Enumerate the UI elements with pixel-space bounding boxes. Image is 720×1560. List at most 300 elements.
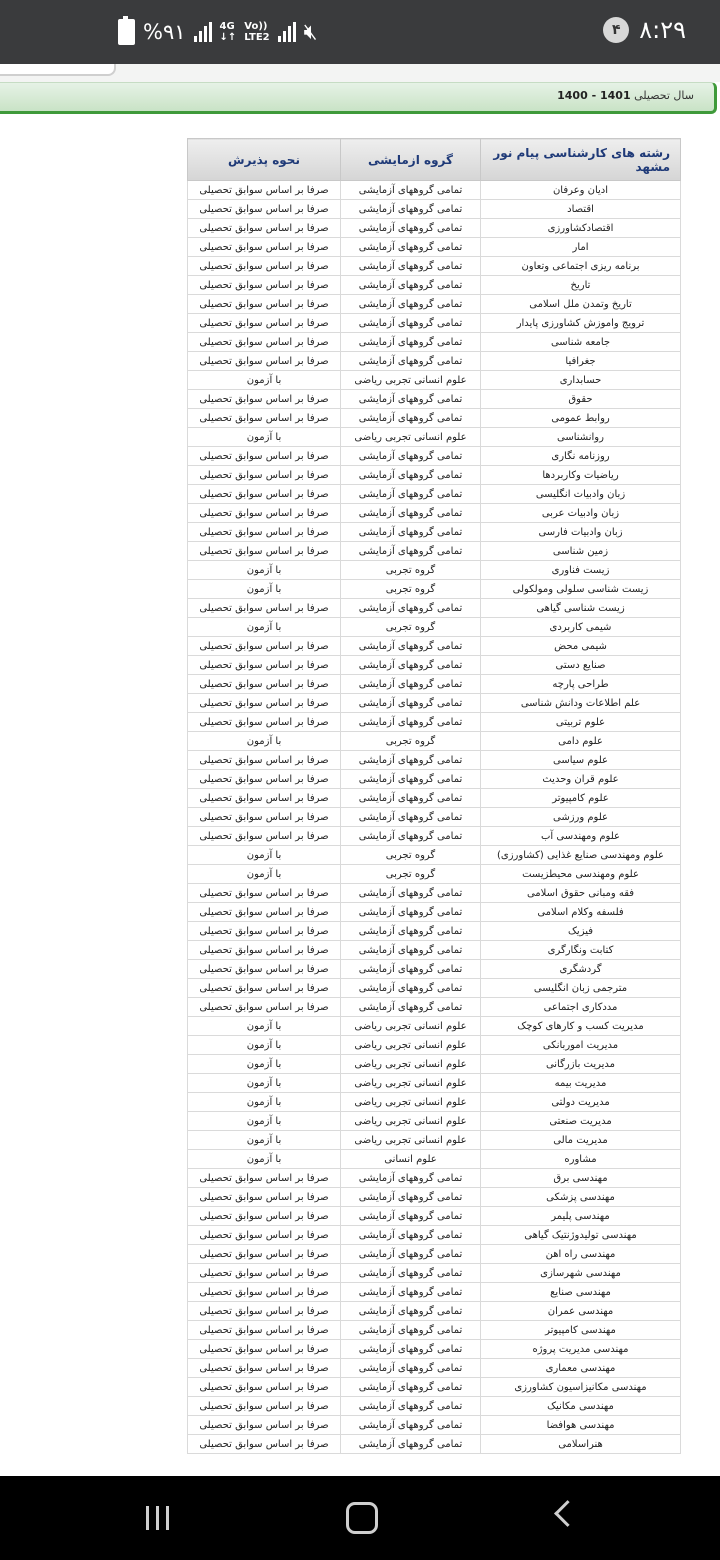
table-row bbox=[188, 447, 681, 466]
cell-group: تمامی گروههای آزمایشی bbox=[341, 200, 481, 219]
cell-major: جغرافیا bbox=[481, 352, 681, 371]
cell-group: علوم انسانی تجربی ریاضی bbox=[341, 1093, 481, 1112]
cell-group: علوم انسانی تجربی ریاضی bbox=[341, 371, 481, 390]
table-row bbox=[188, 713, 681, 732]
table-row bbox=[188, 922, 681, 941]
cell-group: تمامی گروههای آزمایشی bbox=[341, 295, 481, 314]
cell-group: تمامی گروههای آزمایشی bbox=[341, 1340, 481, 1359]
volte-indicator bbox=[244, 21, 269, 43]
cell-admission: با آزمون bbox=[188, 846, 341, 865]
cell-major: زیست فناوری bbox=[481, 561, 681, 580]
cell-admission: با آزمون bbox=[188, 1036, 341, 1055]
column-header-major: رشته های کارشناسی پیام نور مشهد bbox=[481, 139, 681, 181]
table-row bbox=[188, 409, 681, 428]
table-row bbox=[188, 846, 681, 865]
table-row bbox=[188, 181, 681, 200]
cell-major: علوم ومهندسی صنایع غذایی (کشاورزی) bbox=[481, 846, 681, 865]
cell-group: تمامی گروههای آزمایشی bbox=[341, 1245, 481, 1264]
table-row bbox=[188, 827, 681, 846]
cell-admission: صرفا بر اساس سوابق تحصیلی bbox=[188, 637, 341, 656]
table-row bbox=[188, 694, 681, 713]
cell-group: تمامی گروههای آزمایشی bbox=[341, 181, 481, 200]
cell-major: زمین شناسی bbox=[481, 542, 681, 561]
clock: ۸:۲۹ bbox=[639, 16, 686, 44]
cell-admission: صرفا بر اساس سوابق تحصیلی bbox=[188, 713, 341, 732]
cell-admission: صرفا بر اساس سوابق تحصیلی bbox=[188, 1169, 341, 1188]
cell-group: تمامی گروههای آزمایشی bbox=[341, 352, 481, 371]
cell-major: اقتصاد bbox=[481, 200, 681, 219]
table-row bbox=[188, 1169, 681, 1188]
cell-major: مددکاری اجتماعی bbox=[481, 998, 681, 1017]
cell-major: روانشناسی bbox=[481, 428, 681, 447]
cell-major: ادیان وعرفان bbox=[481, 181, 681, 200]
network-arrows: ↓↑ bbox=[219, 32, 237, 43]
cell-major: علوم قران وحدیث bbox=[481, 770, 681, 789]
battery-icon bbox=[118, 19, 135, 45]
academic-year bbox=[557, 89, 694, 102]
cell-admission: با آزمون bbox=[188, 618, 341, 637]
cell-major: مهندسی معماری bbox=[481, 1359, 681, 1378]
table-row bbox=[188, 333, 681, 352]
cell-admission: صرفا بر اساس سوابق تحصیلی bbox=[188, 466, 341, 485]
cell-major: حسابداری bbox=[481, 371, 681, 390]
cell-major: اقتصادکشاورزی bbox=[481, 219, 681, 238]
table-row bbox=[188, 352, 681, 371]
table-row bbox=[188, 675, 681, 694]
cell-major: مهندسی شهرسازی bbox=[481, 1264, 681, 1283]
table-row bbox=[188, 200, 681, 219]
cell-group: علوم انسانی bbox=[341, 1150, 481, 1169]
cell-group: تمامی گروههای آزمایشی bbox=[341, 656, 481, 675]
cell-admission: صرفا بر اساس سوابق تحصیلی bbox=[188, 1188, 341, 1207]
table-row bbox=[188, 599, 681, 618]
cell-group: تمامی گروههای آزمایشی bbox=[341, 1321, 481, 1340]
table-row bbox=[188, 1131, 681, 1150]
cell-admission: صرفا بر اساس سوابق تحصیلی bbox=[188, 200, 341, 219]
cell-major: زبان وادبیات انگلیسی bbox=[481, 485, 681, 504]
cell-admission: صرفا بر اساس سوابق تحصیلی bbox=[188, 979, 341, 998]
cell-admission: با آزمون bbox=[188, 561, 341, 580]
cell-group: تمامی گروههای آزمایشی bbox=[341, 219, 481, 238]
cell-major: مهندسی مکانیزاسیون کشاورزی bbox=[481, 1378, 681, 1397]
cell-major: مدیریت بازرگانی bbox=[481, 1055, 681, 1074]
cell-group: علوم انسانی تجربی ریاضی bbox=[341, 1055, 481, 1074]
table-row bbox=[188, 504, 681, 523]
cell-major: تاریخ وتمدن ملل اسلامی bbox=[481, 295, 681, 314]
table-row bbox=[188, 276, 681, 295]
cell-admission: صرفا بر اساس سوابق تحصیلی bbox=[188, 409, 341, 428]
cell-admission: صرفا بر اساس سوابق تحصیلی bbox=[188, 751, 341, 770]
cell-group: تمامی گروههای آزمایشی bbox=[341, 599, 481, 618]
navigation-bar bbox=[0, 1476, 720, 1560]
table-row bbox=[188, 656, 681, 675]
cell-admission: صرفا بر اساس سوابق تحصیلی bbox=[188, 485, 341, 504]
cell-group: گروه تجربی bbox=[341, 846, 481, 865]
cell-admission: با آزمون bbox=[188, 1112, 341, 1131]
table-row bbox=[188, 1340, 681, 1359]
cell-group: تمامی گروههای آزمایشی bbox=[341, 1378, 481, 1397]
recent-apps-icon[interactable] bbox=[146, 1506, 169, 1530]
cell-major: جامعه شناسی bbox=[481, 333, 681, 352]
cell-major: روابط عمومی bbox=[481, 409, 681, 428]
cell-admission: با آزمون bbox=[188, 1055, 341, 1074]
cell-admission: صرفا بر اساس سوابق تحصیلی bbox=[188, 694, 341, 713]
table-row bbox=[188, 1435, 681, 1454]
table-row bbox=[188, 295, 681, 314]
table-row bbox=[188, 789, 681, 808]
cell-admission: با آزمون bbox=[188, 732, 341, 751]
cell-major: حقوق bbox=[481, 390, 681, 409]
cell-group: تمامی گروههای آزمایشی bbox=[341, 466, 481, 485]
cell-group: گروه تجربی bbox=[341, 561, 481, 580]
cell-admission: صرفا بر اساس سوابق تحصیلی bbox=[188, 257, 341, 276]
table-body bbox=[188, 181, 681, 1454]
cell-major: علوم ومهندسی محیطزیست bbox=[481, 865, 681, 884]
table-row bbox=[188, 580, 681, 599]
cell-admission: صرفا بر اساس سوابق تحصیلی bbox=[188, 523, 341, 542]
table-row bbox=[188, 884, 681, 903]
cell-group: تمامی گروههای آزمایشی bbox=[341, 1207, 481, 1226]
cell-major: طراحی پارچه bbox=[481, 675, 681, 694]
cell-major: زبان وادبیات فارسی bbox=[481, 523, 681, 542]
cell-group: تمامی گروههای آزمایشی bbox=[341, 276, 481, 295]
table-row bbox=[188, 1036, 681, 1055]
cell-group: تمامی گروههای آزمایشی bbox=[341, 409, 481, 428]
column-header-group: گروه ازمایشی bbox=[341, 139, 481, 181]
table-row bbox=[188, 1245, 681, 1264]
table-row bbox=[188, 314, 681, 333]
cell-major: شیمی محض bbox=[481, 637, 681, 656]
cell-major: شیمی کاربردی bbox=[481, 618, 681, 637]
cell-major: امار bbox=[481, 238, 681, 257]
cell-group: تمامی گروههای آزمایشی bbox=[341, 1264, 481, 1283]
cell-group: تمامی گروههای آزمایشی bbox=[341, 941, 481, 960]
cell-major: فقه ومبانی حقوق اسلامی bbox=[481, 884, 681, 903]
table-row bbox=[188, 219, 681, 238]
cell-major: مهندسی مکانیک bbox=[481, 1397, 681, 1416]
table-row bbox=[188, 1416, 681, 1435]
status-right bbox=[603, 16, 686, 44]
cell-group: تمامی گروههای آزمایشی bbox=[341, 827, 481, 846]
cell-group: تمامی گروههای آزمایشی bbox=[341, 504, 481, 523]
cell-group: علوم انسانی تجربی ریاضی bbox=[341, 1017, 481, 1036]
cell-admission: صرفا بر اساس سوابق تحصیلی bbox=[188, 1378, 341, 1397]
cell-admission: صرفا بر اساس سوابق تحصیلی bbox=[188, 1283, 341, 1302]
cell-major: مهندسی راه اهن bbox=[481, 1245, 681, 1264]
table-row bbox=[188, 257, 681, 276]
table-row bbox=[188, 428, 681, 447]
table-row bbox=[188, 1226, 681, 1245]
cell-admission: صرفا بر اساس سوابق تحصیلی bbox=[188, 295, 341, 314]
cell-major: مهندسی عمران bbox=[481, 1302, 681, 1321]
cell-major: مترجمی زبان انگلیسی bbox=[481, 979, 681, 998]
cell-major: علوم دامی bbox=[481, 732, 681, 751]
table-row bbox=[188, 1074, 681, 1093]
cell-group: تمامی گروههای آزمایشی bbox=[341, 542, 481, 561]
cell-major: مهندسی پزشکی bbox=[481, 1188, 681, 1207]
mute-icon: 🔇︎ bbox=[303, 19, 318, 45]
cell-admission: صرفا بر اساس سوابق تحصیلی bbox=[188, 884, 341, 903]
cell-group: تمامی گروههای آزمایشی bbox=[341, 808, 481, 827]
signal-bars-icon bbox=[194, 22, 212, 42]
table-row bbox=[188, 808, 681, 827]
cell-admission: صرفا بر اساس سوابق تحصیلی bbox=[188, 1245, 341, 1264]
network-type bbox=[220, 21, 237, 43]
cell-admission: با آزمون bbox=[188, 1131, 341, 1150]
cell-admission: صرفا بر اساس سوابق تحصیلی bbox=[188, 1416, 341, 1435]
table-row bbox=[188, 1112, 681, 1131]
cell-group: تمامی گروههای آزمایشی bbox=[341, 1416, 481, 1435]
table-row bbox=[188, 561, 681, 580]
cell-group: علوم انسانی تجربی ریاضی bbox=[341, 428, 481, 447]
cell-major: علوم ورزشی bbox=[481, 808, 681, 827]
cell-admission: صرفا بر اساس سوابق تحصیلی bbox=[188, 998, 341, 1017]
cell-group: تمامی گروههای آزمایشی bbox=[341, 637, 481, 656]
signal-bars-icon bbox=[278, 22, 296, 42]
table-header-row bbox=[188, 139, 681, 181]
cell-admission: صرفا بر اساس سوابق تحصیلی bbox=[188, 599, 341, 618]
table-row bbox=[188, 903, 681, 922]
table-row bbox=[188, 1321, 681, 1340]
cell-admission: صرفا بر اساس سوابق تحصیلی bbox=[188, 219, 341, 238]
cell-group: تمامی گروههای آزمایشی bbox=[341, 333, 481, 352]
cell-group: علوم انسانی تجربی ریاضی bbox=[341, 1036, 481, 1055]
cell-group: تمامی گروههای آزمایشی bbox=[341, 1359, 481, 1378]
home-icon[interactable] bbox=[346, 1502, 378, 1534]
cell-admission: صرفا بر اساس سوابق تحصیلی bbox=[188, 390, 341, 409]
cell-major: زبان وادبیات عربی bbox=[481, 504, 681, 523]
cell-major: برنامه ریزی اجتماعی وتعاون bbox=[481, 257, 681, 276]
cell-major: کتابت ونگارگری bbox=[481, 941, 681, 960]
cell-major: علوم تربیتی bbox=[481, 713, 681, 732]
cell-major: هنراسلامی bbox=[481, 1435, 681, 1454]
cell-major: مهندسی کامپیوتر bbox=[481, 1321, 681, 1340]
cell-admission: صرفا بر اساس سوابق تحصیلی bbox=[188, 1302, 341, 1321]
cell-group: گروه تجربی bbox=[341, 580, 481, 599]
cell-group: تمامی گروههای آزمایشی bbox=[341, 979, 481, 998]
cell-admission: با آزمون bbox=[188, 1074, 341, 1093]
cell-admission: صرفا بر اساس سوابق تحصیلی bbox=[188, 1435, 341, 1454]
cell-group: علوم انسانی تجربی ریاضی bbox=[341, 1074, 481, 1093]
cell-admission: با آزمون bbox=[188, 1150, 341, 1169]
cell-major: مدیریت صنعتی bbox=[481, 1112, 681, 1131]
table-row bbox=[188, 466, 681, 485]
table-row bbox=[188, 732, 681, 751]
table-row bbox=[188, 960, 681, 979]
table-row bbox=[188, 1359, 681, 1378]
cell-admission: صرفا بر اساس سوابق تحصیلی bbox=[188, 656, 341, 675]
cell-major: مهندسی صنایع bbox=[481, 1283, 681, 1302]
cell-group: تمامی گروههای آزمایشی bbox=[341, 998, 481, 1017]
cell-admission: صرفا بر اساس سوابق تحصیلی bbox=[188, 504, 341, 523]
cell-admission: صرفا بر اساس سوابق تحصیلی bbox=[188, 922, 341, 941]
cell-admission: صرفا بر اساس سوابق تحصیلی bbox=[188, 333, 341, 352]
cell-group: تمامی گروههای آزمایشی bbox=[341, 922, 481, 941]
cell-admission: صرفا بر اساس سوابق تحصیلی bbox=[188, 1397, 341, 1416]
cell-group: گروه تجربی bbox=[341, 732, 481, 751]
cell-group: تمامی گروههای آزمایشی bbox=[341, 694, 481, 713]
cell-admission: صرفا بر اساس سوابق تحصیلی bbox=[188, 352, 341, 371]
notification-badge: ۴ bbox=[603, 17, 629, 43]
cell-group: تمامی گروههای آزمایشی bbox=[341, 1435, 481, 1454]
cell-group: تمامی گروههای آزمایشی bbox=[341, 485, 481, 504]
table-row bbox=[188, 1150, 681, 1169]
table-row bbox=[188, 238, 681, 257]
cell-admission: صرفا بر اساس سوابق تحصیلی bbox=[188, 1226, 341, 1245]
year-header-bar bbox=[0, 82, 717, 114]
cell-major: مهندسی هوافضا bbox=[481, 1416, 681, 1435]
cell-group: تمامی گروههای آزمایشی bbox=[341, 884, 481, 903]
table-row bbox=[188, 390, 681, 409]
cell-major: ریاضیات وکاربردها bbox=[481, 466, 681, 485]
cell-admission: صرفا بر اساس سوابق تحصیلی bbox=[188, 675, 341, 694]
cell-group: تمامی گروههای آزمایشی bbox=[341, 1188, 481, 1207]
cell-group: تمامی گروههای آزمایشی bbox=[341, 257, 481, 276]
table-row bbox=[188, 979, 681, 998]
cell-major: تاریخ bbox=[481, 276, 681, 295]
table-row bbox=[188, 1017, 681, 1036]
cell-group: تمامی گروههای آزمایشی bbox=[341, 447, 481, 466]
cell-major: مدیریت اموربانکی bbox=[481, 1036, 681, 1055]
cell-group: تمامی گروههای آزمایشی bbox=[341, 903, 481, 922]
cell-group: تمامی گروههای آزمایشی bbox=[341, 751, 481, 770]
cell-group: تمامی گروههای آزمایشی bbox=[341, 675, 481, 694]
cell-admission: صرفا بر اساس سوابق تحصیلی bbox=[188, 1264, 341, 1283]
cell-admission: صرفا بر اساس سوابق تحصیلی bbox=[188, 941, 341, 960]
year-prefix: سال تحصیلی bbox=[634, 89, 694, 102]
table-row bbox=[188, 1397, 681, 1416]
cell-group: تمامی گروههای آزمایشی bbox=[341, 713, 481, 732]
cell-group: تمامی گروههای آزمایشی bbox=[341, 960, 481, 979]
cell-admission: با آزمون bbox=[188, 1017, 341, 1036]
cell-admission: صرفا بر اساس سوابق تحصیلی bbox=[188, 1359, 341, 1378]
cell-admission: با آزمون bbox=[188, 371, 341, 390]
cell-group: تمامی گروههای آزمایشی bbox=[341, 1169, 481, 1188]
cell-admission: صرفا بر اساس سوابق تحصیلی bbox=[188, 447, 341, 466]
table-row bbox=[188, 371, 681, 390]
cell-major: مهندسی پلیمر bbox=[481, 1207, 681, 1226]
cell-admission: با آزمون bbox=[188, 580, 341, 599]
majors-table bbox=[187, 138, 681, 1454]
cell-major: علوم سیاسی bbox=[481, 751, 681, 770]
cell-admission: صرفا بر اساس سوابق تحصیلی bbox=[188, 903, 341, 922]
cell-admission: صرفا بر اساس سوابق تحصیلی bbox=[188, 314, 341, 333]
cell-major: مشاوره bbox=[481, 1150, 681, 1169]
cell-major: فلسفه وکلام اسلامی bbox=[481, 903, 681, 922]
cell-group: علوم انسانی تجربی ریاضی bbox=[341, 1112, 481, 1131]
cell-admission: صرفا بر اساس سوابق تحصیلی bbox=[188, 960, 341, 979]
cell-group: تمامی گروههای آزمایشی bbox=[341, 1283, 481, 1302]
cell-admission: با آزمون bbox=[188, 1093, 341, 1112]
cell-admission: صرفا بر اساس سوابق تحصیلی bbox=[188, 276, 341, 295]
cell-admission: صرفا بر اساس سوابق تحصیلی bbox=[188, 1321, 341, 1340]
cell-admission: صرفا بر اساس سوابق تحصیلی bbox=[188, 181, 341, 200]
cell-group: گروه تجربی bbox=[341, 618, 481, 637]
cell-major: علوم کامپیوتر bbox=[481, 789, 681, 808]
table-row bbox=[188, 1188, 681, 1207]
cell-admission: صرفا بر اساس سوابق تحصیلی bbox=[188, 770, 341, 789]
cell-major: مدیریت کسب و کارهای کوچک bbox=[481, 1017, 681, 1036]
cell-group: تمامی گروههای آزمایشی bbox=[341, 390, 481, 409]
cell-group: گروه تجربی bbox=[341, 865, 481, 884]
cell-admission: صرفا بر اساس سوابق تحصیلی bbox=[188, 542, 341, 561]
cell-admission: با آزمون bbox=[188, 865, 341, 884]
table-row bbox=[188, 637, 681, 656]
cell-admission: صرفا بر اساس سوابق تحصیلی bbox=[188, 808, 341, 827]
cell-major: علم اطلاعات ودانش شناسی bbox=[481, 694, 681, 713]
cell-major: مدیریت دولتی bbox=[481, 1093, 681, 1112]
status-icons bbox=[118, 18, 317, 46]
table-row bbox=[188, 618, 681, 637]
cell-group: تمامی گروههای آزمایشی bbox=[341, 314, 481, 333]
cell-major: مهندسی مدیریت پروژه bbox=[481, 1340, 681, 1359]
table-row bbox=[188, 865, 681, 884]
cell-group: تمامی گروههای آزمایشی bbox=[341, 238, 481, 257]
table-row bbox=[188, 941, 681, 960]
cell-major: ترویج واموزش کشاورزی پایدار bbox=[481, 314, 681, 333]
status-bar bbox=[0, 0, 720, 64]
cell-major: گردشگری bbox=[481, 960, 681, 979]
cell-group: تمامی گروههای آزمایشی bbox=[341, 1302, 481, 1321]
cell-group: تمامی گروههای آزمایشی bbox=[341, 789, 481, 808]
year-value: 1401 - 1400 bbox=[557, 89, 631, 102]
table-row bbox=[188, 1264, 681, 1283]
table-row bbox=[188, 1093, 681, 1112]
table-row bbox=[188, 542, 681, 561]
cell-admission: با آزمون bbox=[188, 428, 341, 447]
volte-bottom: LTE2 bbox=[244, 32, 270, 43]
table-row bbox=[188, 1378, 681, 1397]
cell-admission: صرفا بر اساس سوابق تحصیلی bbox=[188, 1207, 341, 1226]
back-icon[interactable] bbox=[554, 1500, 581, 1527]
table-row bbox=[188, 1207, 681, 1226]
cell-group: تمامی گروههای آزمایشی bbox=[341, 1226, 481, 1245]
cell-major: مدیریت بیمه bbox=[481, 1074, 681, 1093]
cell-major: صنایع دستی bbox=[481, 656, 681, 675]
cell-major: فیزیک bbox=[481, 922, 681, 941]
cell-major: روزنامه نگاری bbox=[481, 447, 681, 466]
cell-admission: صرفا بر اساس سوابق تحصیلی bbox=[188, 789, 341, 808]
cell-group: تمامی گروههای آزمایشی bbox=[341, 1397, 481, 1416]
column-header-admission: نحوه پذیرش bbox=[188, 139, 341, 181]
table-row bbox=[188, 1283, 681, 1302]
table-row bbox=[188, 751, 681, 770]
cell-major: زیست شناسی گیاهی bbox=[481, 599, 681, 618]
cell-group: تمامی گروههای آزمایشی bbox=[341, 770, 481, 789]
cell-group: تمامی گروههای آزمایشی bbox=[341, 523, 481, 542]
volte-top: Vo)) bbox=[244, 21, 268, 32]
table-row bbox=[188, 1302, 681, 1321]
cell-admission: صرفا بر اساس سوابق تحصیلی bbox=[188, 1340, 341, 1359]
cell-major: مهندسی تولیدوژنتیک گیاهی bbox=[481, 1226, 681, 1245]
cell-major: علوم ومهندسی آب bbox=[481, 827, 681, 846]
battery-percent: %۹۱ bbox=[143, 20, 186, 44]
majors-table-container bbox=[187, 138, 680, 1454]
table-row bbox=[188, 770, 681, 789]
table-row bbox=[188, 523, 681, 542]
cell-major: زیست شناسی سلولی ومولکولی bbox=[481, 580, 681, 599]
cell-group: علوم انسانی تجربی ریاضی bbox=[341, 1131, 481, 1150]
previous-section-edge bbox=[0, 64, 116, 76]
table-row bbox=[188, 485, 681, 504]
cell-major: مدیریت مالی bbox=[481, 1131, 681, 1150]
table-row bbox=[188, 1055, 681, 1074]
table-row bbox=[188, 998, 681, 1017]
cell-major: مهندسی برق bbox=[481, 1169, 681, 1188]
cell-admission: صرفا بر اساس سوابق تحصیلی bbox=[188, 827, 341, 846]
network-4g: 4G bbox=[219, 21, 235, 32]
cell-admission: صرفا بر اساس سوابق تحصیلی bbox=[188, 238, 341, 257]
